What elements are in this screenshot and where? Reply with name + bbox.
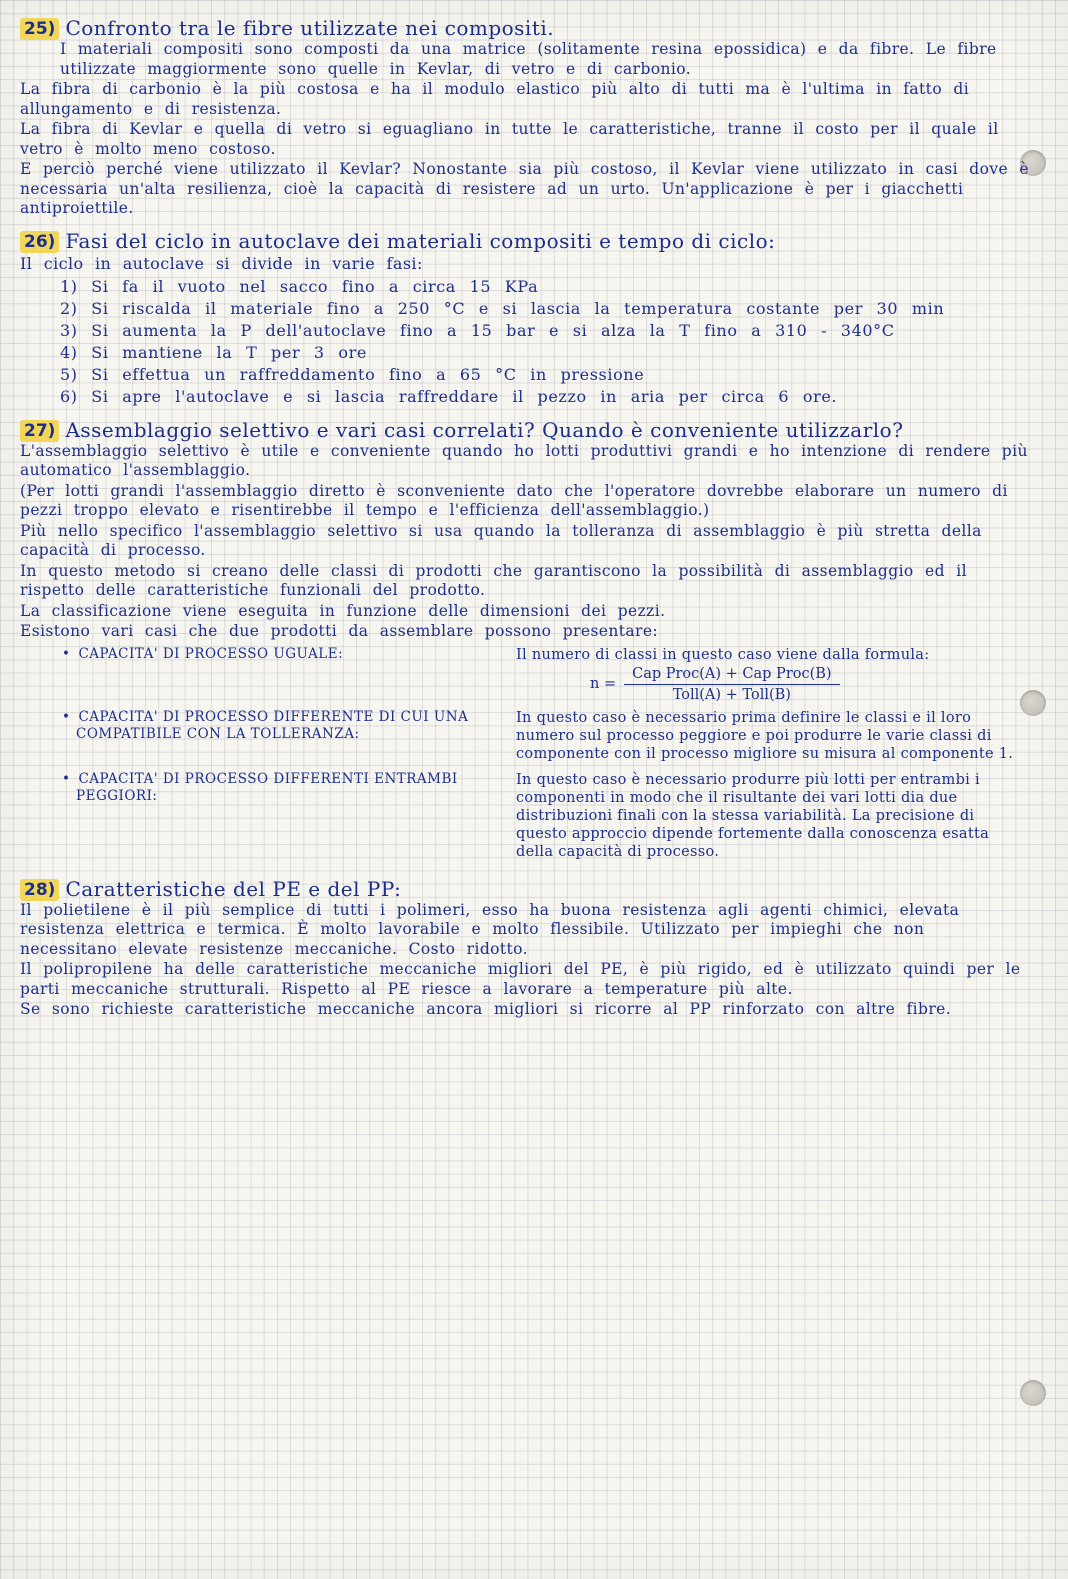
case-text: Il numero di classi in questo caso viene dalla formula: <box>516 646 930 663</box>
paragraph: La fibra di Kevlar e quella di vetro si eguagliano in tutte le caratteristiche, tranne il costo per il quale il vetro è molto meno costoso. <box>20 120 999 158</box>
case-row <box>20 771 1030 861</box>
list-item: 3) Si aumenta la P dell'autoclave fino a 15 bar e si alza la T fino a 310 - 340°C <box>60 320 895 340</box>
case-label: • CAPACITA' DI PROCESSO DIFFERENTE DI CUI UNA COMPATIBILE CON LA TOLLERANZA: <box>20 709 516 763</box>
paragraph: E perciò perché viene utilizzato il Kevlar? Nonostante sia più costoso, il Kevlar viene utilizzato in casi dove è necessaria un'alta resilienza, cioè la capacità di resistere ad un urto. Un'applicazione è per i giacchetti antiproiettile. <box>20 160 1029 217</box>
section-27 <box>20 418 1030 861</box>
paragraph: Il ciclo in autoclave si divide in varie fasi: <box>20 253 423 273</box>
formula-lhs: n = <box>590 676 617 692</box>
section-25 <box>20 16 1030 219</box>
paragraph: Se sono richieste caratteristiche meccaniche ancora migliori si ricorre al PP rinforzato con altre fibre. <box>20 1000 952 1018</box>
step-list <box>20 276 1030 408</box>
binder-hole <box>1020 1380 1046 1406</box>
case-row <box>20 709 1030 763</box>
handwritten-notes <box>20 16 1030 1030</box>
question-number: 28) <box>20 879 59 901</box>
paragraph: Più nello specifico l'assemblaggio selettivo si usa quando la tolleranza di assemblaggio è più stretta della capacità di processo. <box>20 521 982 559</box>
question-header <box>20 877 1030 901</box>
list-item: 6) Si apre l'autoclave e si lascia raffreddare il pezzo in aria per circa 6 ore. <box>60 386 838 406</box>
paragraph: La fibra di carbonio è la più costosa e ha il modulo elastico più alto di tutti ma è l'ultima in fatto di allungamento e di resistenza. <box>20 80 970 118</box>
list-item: 4) Si mantiene la T per 3 ore <box>60 342 367 362</box>
formula-denominator: Toll(A) + Toll(B) <box>672 686 791 703</box>
paragraph: L'assemblaggio selettivo è utile e conveniente quando ho lotti produttivi grandi e ho intenzione di rendere più automatico l'assemblaggio. <box>20 441 1028 479</box>
class-number-formula <box>20 666 1030 703</box>
list-item: 1) Si fa il vuoto nel sacco fino a circa 15 KPa <box>60 276 539 296</box>
paragraph: In questo metodo si creano delle classi di prodotti che garantiscono la possibilità di assemblaggio ed il rispetto delle caratteristiche funzionali del prodotto. <box>20 561 967 599</box>
paragraph: Esistono vari casi che due prodotti da assemblare possono presentare: <box>20 622 659 640</box>
paragraph: I materiali compositi sono composti da una matrice (solitamente resina epossidica) e da fibre. Le fibre utilizzate maggiormente sono quelle in Kevlar, di vetro e di carbonio. <box>60 40 997 78</box>
question-title: Caratteristiche del PE e del PP: <box>65 876 402 901</box>
question-header <box>20 418 1030 442</box>
case-label: • CAPACITA' DI PROCESSO DIFFERENTI ENTRAMBI PEGGIORI: <box>20 771 516 861</box>
question-number: 26) <box>20 231 59 253</box>
list-item: 2) Si riscalda il materiale fino a 250 °C e si lascia la temperatura costante per 30 min <box>60 298 945 318</box>
question-number: 27) <box>20 420 59 442</box>
paragraph: Il polipropilene ha delle caratteristiche meccaniche migliori del PE, è più rigido, ed è utilizzato quindi per le parti meccaniche strutturali. Rispetto al PE riesce a lavorare a temperature più alte. <box>20 960 1021 998</box>
case-label: • CAPACITA' DI PROCESSO UGUALE: <box>20 646 516 664</box>
case-text: In questo caso è necessario produrre più lotti per entrambi i componenti in modo che il risultante dei vari lotti dia due distribuzioni finali con la stessa variabilità. La precisione di questo approccio dipende fortemente dalla conoscenza esatta della capacità di processo. <box>516 771 990 860</box>
question-title: Confronto tra le fibre utilizzate nei compositi. <box>65 16 555 40</box>
paragraph: Il polietilene è il più semplice di tutti i polimeri, esso ha buona resistenza agli agenti chimici, elevata resistenza elettrica e termica. È molto lavorabile e molto flessibile. Utilizzato per impieghi che non necessitano elevate resistenze meccaniche. Costo ridotto. <box>20 900 960 958</box>
question-number: 25) <box>20 18 59 40</box>
formula-numerator: Cap Proc(A) + Cap Proc(B) <box>624 666 839 685</box>
paragraph: La classificazione viene eseguita in funzione delle dimensioni dei pezzi. <box>20 601 666 620</box>
section-28 <box>20 877 1030 1020</box>
question-title: Fasi del ciclo in autoclave dei materiali compositi e tempo di ciclo: <box>65 228 776 253</box>
question-header <box>20 229 1030 253</box>
question-title: Assemblaggio selettivo e vari casi correlati? Quando è conveniente utilizzarlo? <box>65 417 904 442</box>
formula-fraction <box>624 666 839 703</box>
case-row <box>20 646 1030 664</box>
case-text: In questo caso è necessario prima definire le classi e il loro numero sul processo peggiore e poi produrre le varie classi di componente con il processo migliore su misura al componente 1. <box>516 709 1014 762</box>
section-26 <box>20 229 1030 408</box>
paragraph: (Per lotti grandi l'assemblaggio diretto è sconveniente dato che l'operatore dovrebbe elaborare un numero di pezzi troppo elevato e risentirebbe il tempo e l'efficienza dell'assemblaggio.) <box>20 481 1008 519</box>
list-item: 5) Si effettua un raffreddamento fino a 65 °C in pressione <box>60 364 645 384</box>
question-header <box>20 16 1030 40</box>
